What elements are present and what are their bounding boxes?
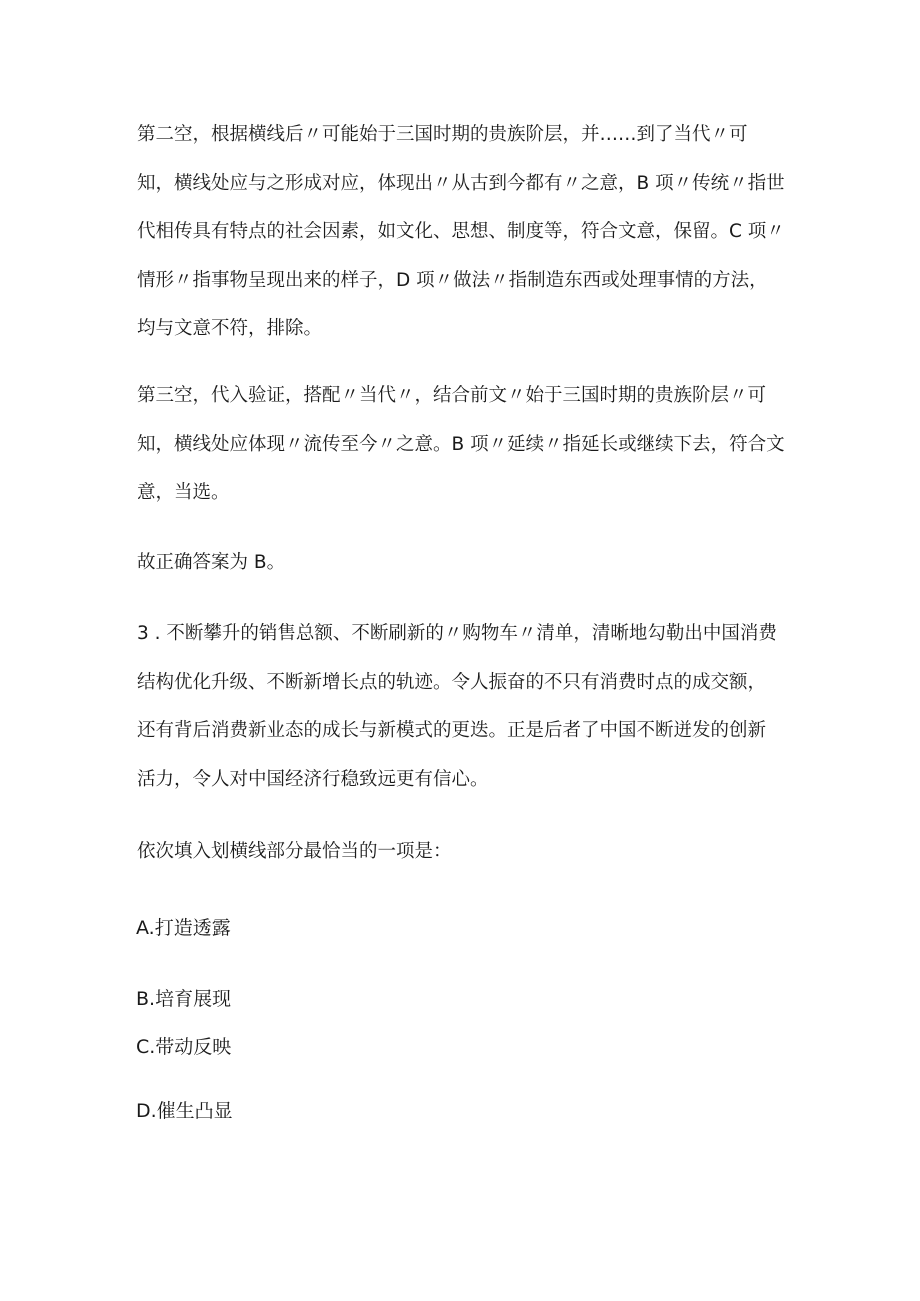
text-line: 还有背后消费新业态的成长与新模式的更迭。正是后者了中国不断迸发的创新 [137, 720, 767, 741]
option-d: D.催生凸显 [136, 1100, 233, 1122]
text-line: 均与文意不符，排除。 [137, 318, 323, 339]
prompt-text: 依次填入划横线部分最恰当的一项是： [137, 841, 452, 862]
option-a: A.打造透露 [136, 917, 231, 939]
text-line: 第三空，代入验证，搭配〃当代〃，结合前文〃始于三国时期的贵族阶层〃可 [137, 385, 767, 406]
option-b: B.培育展现 [136, 988, 232, 1010]
text-line: 意，当选。 [137, 482, 230, 503]
text-line: 活力，令人对中国经济行稳致远更有信心。 [137, 768, 489, 790]
explanation-paragraph-3 [137, 372, 797, 518]
text-line: 知，横线处应体现〃流传至今〃之意。B 项〃延续〃指延长或继续下去，符合文 [137, 433, 785, 455]
answer-line [137, 539, 797, 588]
text-line: 第二空，根据横线后〃可能始于三国时期的贵族阶层，并……到了当代〃可 [137, 124, 748, 145]
answer-text: 故正确答案为 B。 [137, 552, 286, 573]
text-line: 知，横线处应与之形成对应，体现出〃从古到今都有〃之意，B 项〃传统〃指世 [137, 172, 785, 194]
text-line: 代相传具有特点的社会因素，如文化、思想、制度等，符合文意，保留。C 项〃 [137, 221, 785, 242]
option-c: C.带动反映 [136, 1036, 232, 1058]
explanation-paragraph-2 [137, 111, 797, 354]
text-line: 情形〃指事物呈现出来的样子，D 项〃做法〃指制造东西或处理事情的方法， [137, 269, 768, 291]
question-3-stem [137, 610, 797, 804]
text-line: 3 . 不断攀升的销售总额、不断刷新的〃购物车〃清单，清晰地勾勒出中国消费 [137, 623, 777, 644]
question-3-prompt [137, 828, 797, 877]
text-line: 结构优化升级、不断新增长点的轨迹。令人振奋的不只有消费时点的成交额， [137, 671, 767, 693]
